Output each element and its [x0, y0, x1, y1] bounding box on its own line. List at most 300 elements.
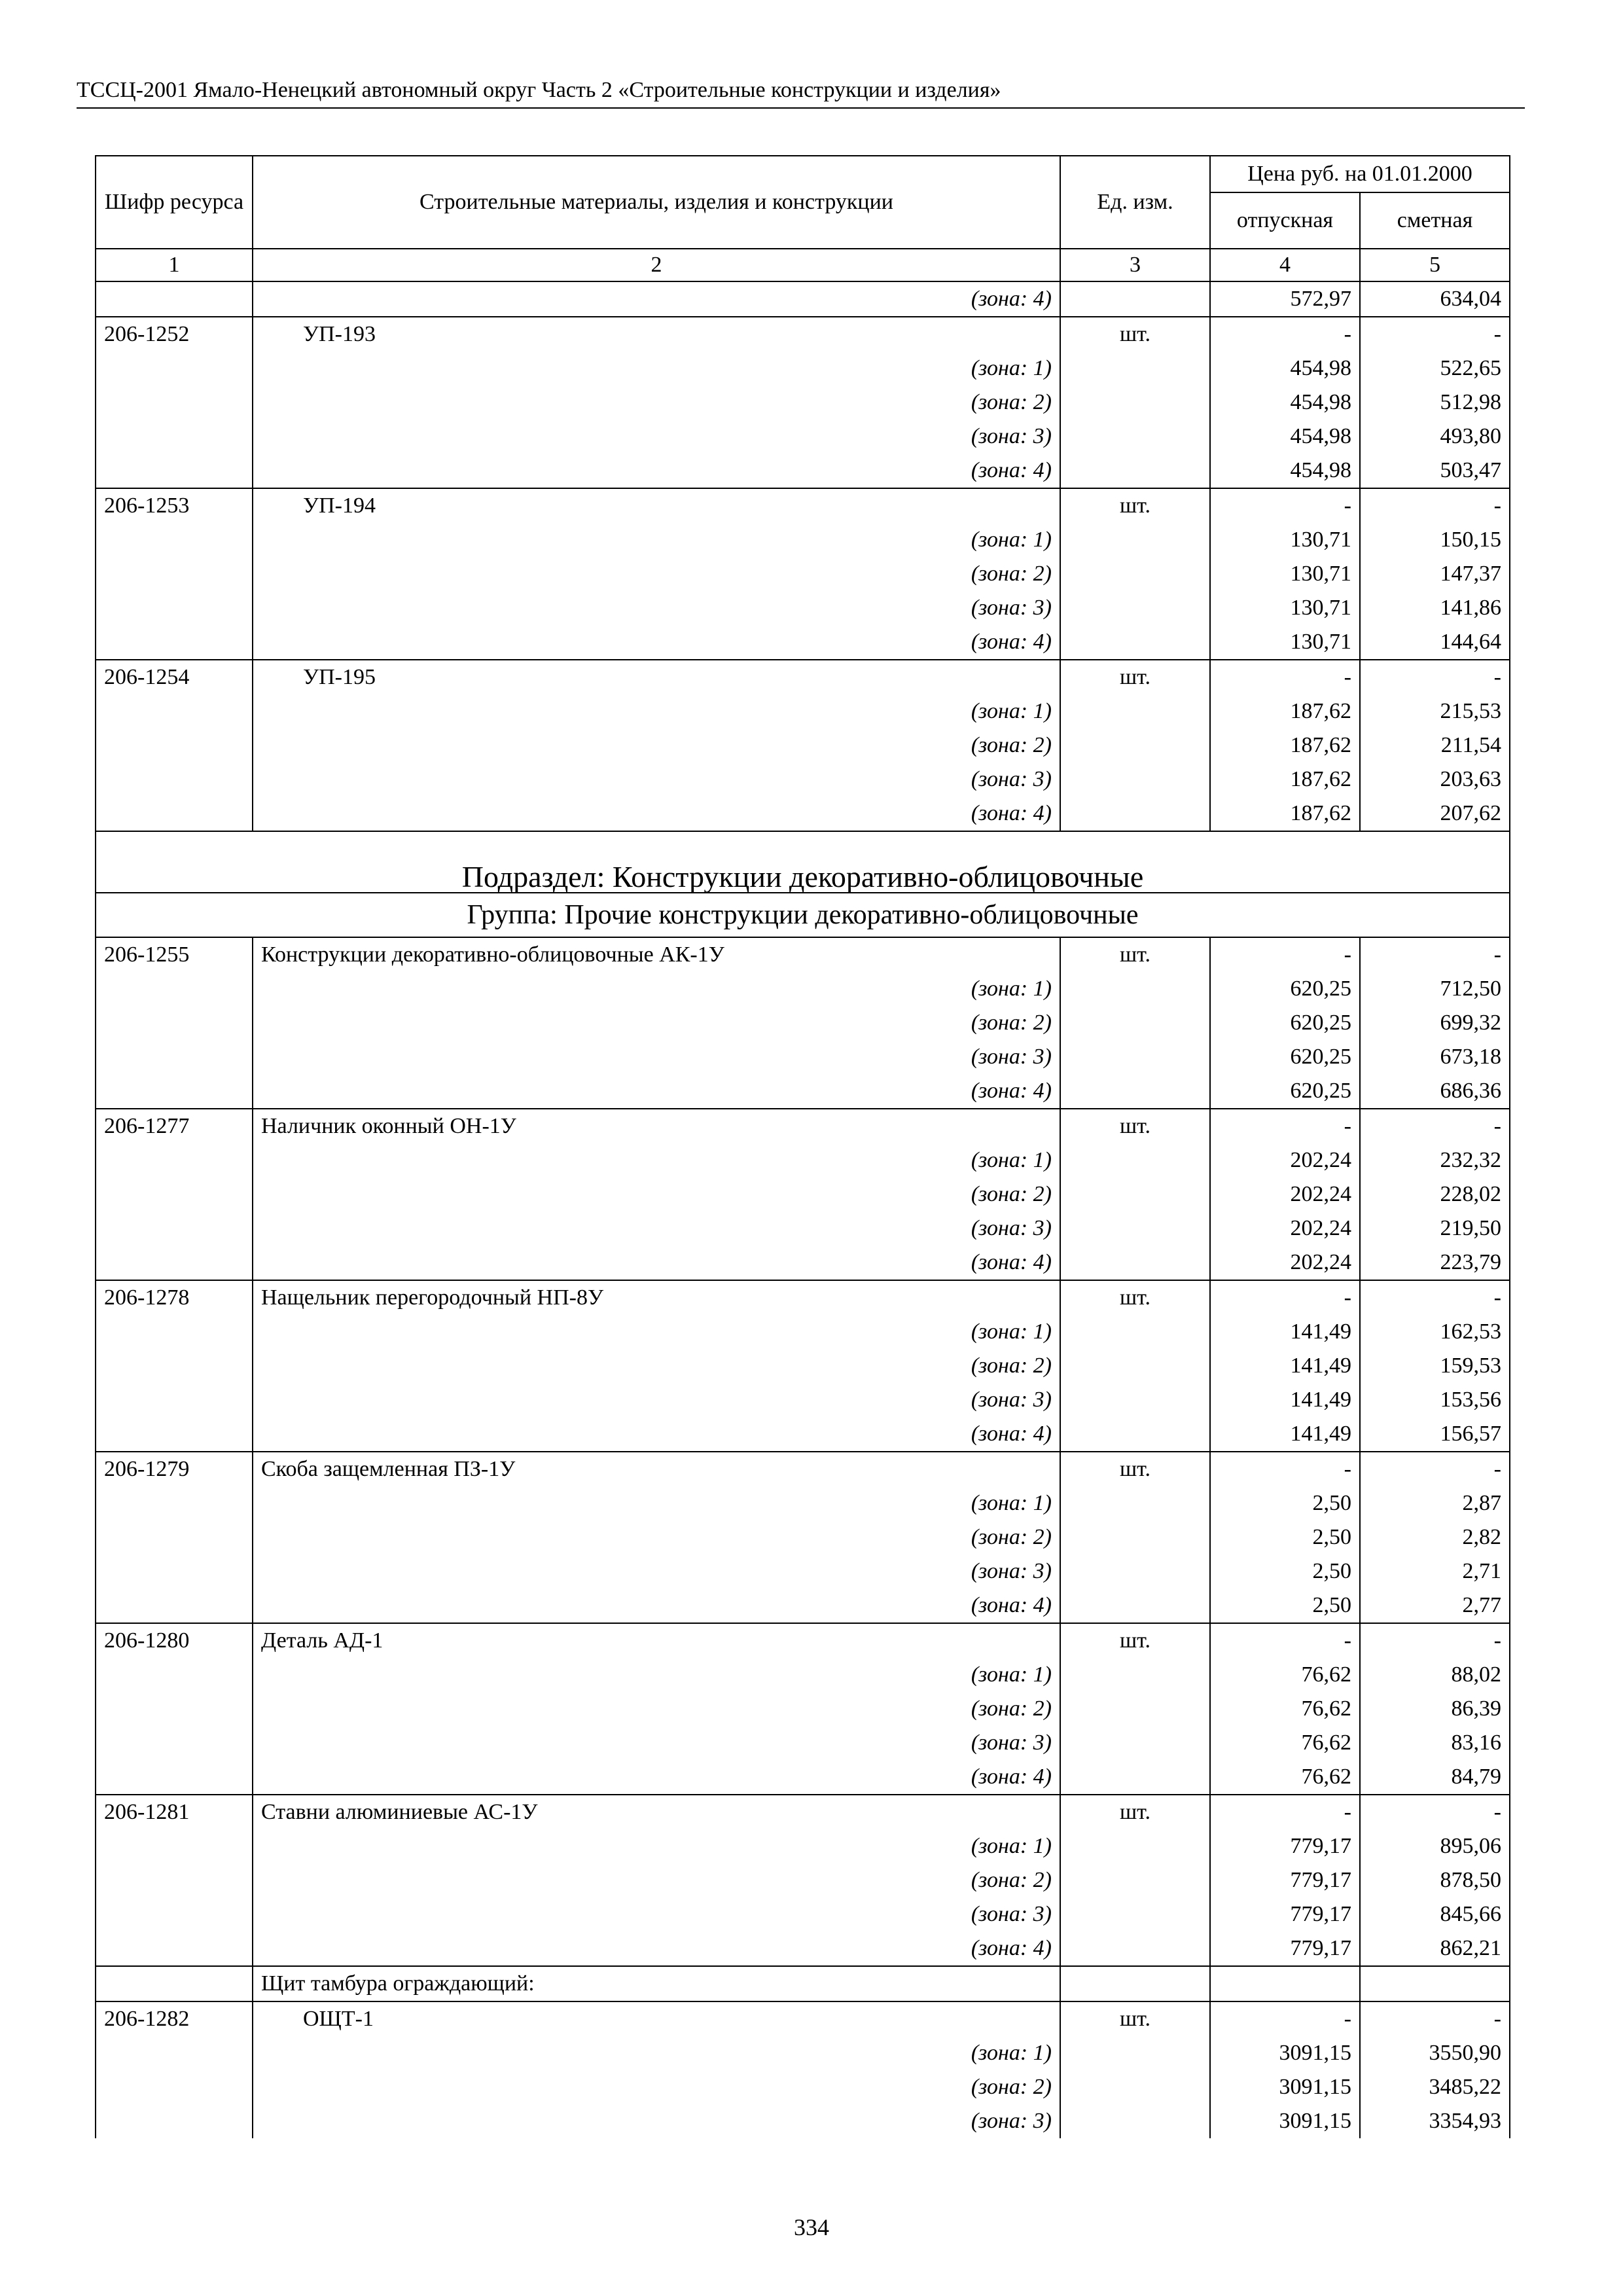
resource-code: [96, 1520, 253, 1554]
unit-cell: [1060, 1520, 1210, 1554]
zone-label: (зона: 3): [253, 1897, 1060, 1931]
unit-cell: шт.: [1060, 1795, 1210, 1829]
release-price: 202,24: [1210, 1143, 1360, 1177]
price-table: [95, 155, 1510, 2138]
release-price: 454,98: [1210, 351, 1360, 386]
zone-row: [96, 523, 1510, 557]
resource-code: [96, 2104, 253, 2138]
resource-code: [96, 2036, 253, 2070]
release-price: 76,62: [1210, 1658, 1360, 1692]
release-price: 187,62: [1210, 694, 1360, 728]
estimate-price: 219,50: [1360, 1211, 1510, 1246]
estimate-price: 895,06: [1360, 1829, 1510, 1863]
unit-cell: [1060, 797, 1210, 831]
unit-cell: [1060, 351, 1210, 386]
zone-label: (зона: 3): [253, 1383, 1060, 1417]
unit-cell: шт.: [1060, 1109, 1210, 1143]
resource-code: [96, 1040, 253, 1074]
estimate-price: 3485,22: [1360, 2070, 1510, 2104]
release-price: 454,98: [1210, 386, 1360, 420]
zone-row: [96, 1829, 1510, 1863]
release-price: 620,25: [1210, 1040, 1360, 1074]
col-number: 4: [1210, 249, 1360, 281]
zone-row: [96, 1760, 1510, 1795]
release-price: 2,50: [1210, 1520, 1360, 1554]
release-price: 779,17: [1210, 1829, 1360, 1863]
resource-code: 206-1277: [96, 1109, 253, 1143]
zone-row: [96, 1588, 1510, 1623]
resource-code: [96, 797, 253, 831]
unit-cell: [1060, 2104, 1210, 2138]
unit-cell: [1060, 1177, 1210, 1211]
release-price: 3091,15: [1210, 2036, 1360, 2070]
release-price: 779,17: [1210, 1863, 1360, 1897]
unit-cell: [1060, 1760, 1210, 1795]
zone-row: [96, 386, 1510, 420]
estimate-price: 845,66: [1360, 1897, 1510, 1931]
release-price: -: [1210, 488, 1360, 523]
release-price: 3091,15: [1210, 2070, 1360, 2104]
release-price: 141,49: [1210, 1349, 1360, 1383]
unit-cell: [1060, 1486, 1210, 1520]
unit-cell: [1060, 1315, 1210, 1349]
release-price: 130,71: [1210, 625, 1360, 660]
zone-row: [96, 694, 1510, 728]
zone-label: (зона: 4): [253, 797, 1060, 831]
resource-code: [96, 2070, 253, 2104]
estimate-price: 2,77: [1360, 1588, 1510, 1623]
release-price: -: [1210, 1280, 1360, 1315]
release-price: 620,25: [1210, 1006, 1360, 1040]
zone-label: (зона: 4): [253, 625, 1060, 660]
estimate-price: -: [1360, 2001, 1510, 2036]
zone-row: [96, 797, 1510, 831]
resource-code: 206-1282: [96, 2001, 253, 2036]
estimate-price: 232,32: [1360, 1143, 1510, 1177]
estimate-price: -: [1360, 937, 1510, 972]
estimate-price: 84,79: [1360, 1760, 1510, 1795]
zone-row: [96, 2070, 1510, 2104]
unit-cell: [1060, 728, 1210, 762]
column-number-row: [96, 249, 1510, 281]
zone-row: [96, 1726, 1510, 1760]
resource-code: 206-1278: [96, 1280, 253, 1315]
resource-code: 206-1280: [96, 1623, 253, 1658]
zone-row: [96, 1006, 1510, 1040]
zone-label: (зона: 4): [253, 281, 1060, 317]
estimate-price: 503,47: [1360, 454, 1510, 488]
release-price: 76,62: [1210, 1726, 1360, 1760]
zone-label: (зона: 4): [253, 1246, 1060, 1280]
estimate-price: 878,50: [1360, 1863, 1510, 1897]
item-name: Конструкции декоративно-облицовочные АК-1У: [253, 937, 1060, 972]
resource-code: [96, 386, 253, 420]
table-row: [96, 1280, 1510, 1315]
unit-cell: [1060, 2036, 1210, 2070]
unit-cell: [1060, 1726, 1210, 1760]
release-price: 779,17: [1210, 1931, 1360, 1966]
estimate-price: 228,02: [1360, 1177, 1510, 1211]
unit-cell: [1060, 1966, 1210, 2001]
estimate-price: 156,57: [1360, 1417, 1510, 1452]
estimate-price: 207,62: [1360, 797, 1510, 831]
unit-cell: шт.: [1060, 488, 1210, 523]
estimate-price: 162,53: [1360, 1315, 1510, 1349]
estimate-price: 83,16: [1360, 1726, 1510, 1760]
table-row: [96, 2001, 1510, 2036]
zone-row: [96, 454, 1510, 488]
unit-cell: [1060, 1211, 1210, 1246]
estimate-price: -: [1360, 1623, 1510, 1658]
zone-row: [96, 1383, 1510, 1417]
unit-cell: [1060, 420, 1210, 454]
resource-code: [96, 972, 253, 1006]
unit-cell: [1060, 1829, 1210, 1863]
zone-row: [96, 591, 1510, 625]
zone-label: (зона: 4): [253, 1074, 1060, 1109]
zone-row: [96, 1246, 1510, 1280]
unit-cell: шт.: [1060, 660, 1210, 694]
estimate-price: 144,64: [1360, 625, 1510, 660]
unit-cell: [1060, 1383, 1210, 1417]
estimate-price: 159,53: [1360, 1349, 1510, 1383]
resource-code: [96, 1074, 253, 1109]
estimate-price: 223,79: [1360, 1246, 1510, 1280]
resource-code: [96, 762, 253, 797]
resource-code: [96, 1588, 253, 1623]
page-number: 334: [794, 2214, 829, 2240]
zone-label: (зона: 2): [253, 1349, 1060, 1383]
unit-cell: [1060, 1897, 1210, 1931]
zone-row: [96, 1863, 1510, 1897]
estimate-price: 712,50: [1360, 972, 1510, 1006]
zone-label: (зона: 1): [253, 1829, 1060, 1863]
zone-row: [96, 2104, 1510, 2138]
zone-row: [96, 1040, 1510, 1074]
col-header-release: отпускная: [1210, 192, 1360, 249]
unit-cell: шт.: [1060, 1280, 1210, 1315]
estimate-price: 3550,90: [1360, 2036, 1510, 2070]
release-price: -: [1210, 937, 1360, 972]
resource-code: [96, 1383, 253, 1417]
unit-cell: [1060, 1554, 1210, 1588]
estimate-price: 634,04: [1360, 281, 1510, 317]
unit-cell: шт.: [1060, 937, 1210, 972]
unit-cell: [1060, 694, 1210, 728]
resource-code: 206-1252: [96, 317, 253, 351]
item-name: Ставни алюминиевые АС-1У: [253, 1795, 1060, 1829]
zone-row: [96, 1554, 1510, 1588]
item-name: Нащельник перегородочный НП-8У: [253, 1280, 1060, 1315]
col-header-name: Строительные материалы, изделия и конструкции: [253, 156, 1060, 249]
col-number: 1: [96, 249, 253, 281]
resource-code: [96, 728, 253, 762]
release-price: 572,97: [1210, 281, 1360, 317]
resource-code: [96, 1143, 253, 1177]
zone-label: (зона: 3): [253, 591, 1060, 625]
release-price: 779,17: [1210, 1897, 1360, 1931]
release-price: -: [1210, 660, 1360, 694]
zone-label: (зона: 4): [253, 1931, 1060, 1966]
col-header-price-group: Цена руб. на 01.01.2000: [1210, 156, 1510, 192]
resource-code: [96, 523, 253, 557]
zone-label: (зона: 2): [253, 1006, 1060, 1040]
release-price: 76,62: [1210, 1692, 1360, 1726]
estimate-price: 3354,93: [1360, 2104, 1510, 2138]
estimate-price: -: [1360, 1109, 1510, 1143]
zone-row: [96, 1074, 1510, 1109]
resource-code: [96, 1863, 253, 1897]
unit-cell: [1060, 591, 1210, 625]
resource-code: [96, 1006, 253, 1040]
zone-label: (зона: 1): [253, 694, 1060, 728]
release-price: 141,49: [1210, 1315, 1360, 1349]
zone-label: (зона: 1): [253, 351, 1060, 386]
release-price: 130,71: [1210, 557, 1360, 591]
item-name: УП-194: [253, 488, 1060, 523]
item-name: Скоба защемленная ПЗ-1У: [253, 1452, 1060, 1486]
section-heading-row: [96, 831, 1510, 893]
release-price: 141,49: [1210, 1383, 1360, 1417]
release-price: [1210, 1966, 1360, 2001]
table-row: [96, 1966, 1510, 2001]
estimate-price: 153,56: [1360, 1383, 1510, 1417]
item-name: ОЩТ-1: [253, 2001, 1060, 2036]
release-price: 141,49: [1210, 1417, 1360, 1452]
resource-code: [96, 1211, 253, 1246]
resource-code: [96, 281, 253, 317]
unit-cell: шт.: [1060, 2001, 1210, 2036]
zone-row: [96, 1177, 1510, 1211]
zone-row: [96, 1658, 1510, 1692]
zone-row: [96, 281, 1510, 317]
group-heading-row: [96, 893, 1510, 937]
release-price: 454,98: [1210, 454, 1360, 488]
estimate-price: 88,02: [1360, 1658, 1510, 1692]
zone-row: [96, 972, 1510, 1006]
resource-code: 206-1255: [96, 937, 253, 972]
unit-cell: [1060, 281, 1210, 317]
release-price: 620,25: [1210, 972, 1360, 1006]
zone-row: [96, 420, 1510, 454]
resource-code: [96, 1931, 253, 1966]
unit-cell: [1060, 1040, 1210, 1074]
zone-row: [96, 2036, 1510, 2070]
unit-cell: [1060, 454, 1210, 488]
unit-cell: [1060, 1692, 1210, 1726]
estimate-price: 493,80: [1360, 420, 1510, 454]
group-heading: Группа: Прочие конструкции декоративно-облицовочные: [96, 893, 1510, 937]
estimate-price: -: [1360, 1795, 1510, 1829]
resource-code: [96, 1554, 253, 1588]
unit-cell: [1060, 1658, 1210, 1692]
resource-code: [96, 1486, 253, 1520]
zone-row: [96, 1931, 1510, 1966]
resource-code: [96, 1658, 253, 1692]
unit-cell: [1060, 1074, 1210, 1109]
zone-label: (зона: 1): [253, 523, 1060, 557]
estimate-price: 86,39: [1360, 1692, 1510, 1726]
unit-cell: шт.: [1060, 1623, 1210, 1658]
resource-code: [96, 351, 253, 386]
item-name: Деталь АД-1: [253, 1623, 1060, 1658]
resource-code: [96, 1692, 253, 1726]
table-row: [96, 937, 1510, 972]
zone-label: (зона: 1): [253, 1143, 1060, 1177]
zone-label: (зона: 3): [253, 2104, 1060, 2138]
zone-row: [96, 762, 1510, 797]
unit-cell: [1060, 1417, 1210, 1452]
release-price: 202,24: [1210, 1177, 1360, 1211]
col-header-code: Шифр ресурса: [96, 156, 253, 249]
item-name: Наличник оконный ОН-1У: [253, 1109, 1060, 1143]
resource-code: [96, 1726, 253, 1760]
resource-code: [96, 1897, 253, 1931]
zone-label: (зона: 3): [253, 1554, 1060, 1588]
release-price: 2,50: [1210, 1588, 1360, 1623]
table-row: [96, 317, 1510, 351]
table-row: [96, 1109, 1510, 1143]
unit-cell: [1060, 523, 1210, 557]
col-number: 5: [1360, 249, 1510, 281]
resource-code: [96, 1349, 253, 1383]
unit-cell: [1060, 1349, 1210, 1383]
release-price: 3091,15: [1210, 2104, 1360, 2138]
zone-label: (зона: 4): [253, 454, 1060, 488]
zone-label: (зона: 3): [253, 1040, 1060, 1074]
estimate-price: -: [1360, 317, 1510, 351]
estimate-price: 147,37: [1360, 557, 1510, 591]
item-name: УП-195: [253, 660, 1060, 694]
release-price: 130,71: [1210, 523, 1360, 557]
zone-label: (зона: 2): [253, 728, 1060, 762]
estimate-price: 211,54: [1360, 728, 1510, 762]
resource-code: [96, 1246, 253, 1280]
unit-cell: [1060, 1931, 1210, 1966]
release-price: -: [1210, 1109, 1360, 1143]
unit-cell: [1060, 1006, 1210, 1040]
unit-cell: шт.: [1060, 1452, 1210, 1486]
zone-label: (зона: 2): [253, 2070, 1060, 2104]
table-header-row: [96, 156, 1510, 192]
resource-code: [96, 1966, 253, 2001]
resource-code: [96, 591, 253, 625]
release-price: 202,24: [1210, 1246, 1360, 1280]
zone-row: [96, 1897, 1510, 1931]
section-heading: Подраздел: Конструкции декоративно-облицовочные: [96, 831, 1510, 893]
zone-row: [96, 1143, 1510, 1177]
release-price: -: [1210, 1795, 1360, 1829]
table-row: [96, 488, 1510, 523]
release-price: 187,62: [1210, 797, 1360, 831]
estimate-price: -: [1360, 660, 1510, 694]
estimate-price: 2,71: [1360, 1554, 1510, 1588]
resource-code: [96, 420, 253, 454]
col-number: 3: [1060, 249, 1210, 281]
resource-code: [96, 454, 253, 488]
release-price: 2,50: [1210, 1486, 1360, 1520]
estimate-price: 2,87: [1360, 1486, 1510, 1520]
zone-label: (зона: 4): [253, 1760, 1060, 1795]
zone-label: (зона: 3): [253, 1211, 1060, 1246]
zone-row: [96, 1211, 1510, 1246]
estimate-price: -: [1360, 1280, 1510, 1315]
release-price: 454,98: [1210, 420, 1360, 454]
release-price: 2,50: [1210, 1554, 1360, 1588]
resource-code: 206-1254: [96, 660, 253, 694]
resource-code: [96, 1829, 253, 1863]
resource-code: [96, 1315, 253, 1349]
estimate-price: 215,53: [1360, 694, 1510, 728]
zone-label: (зона: 2): [253, 1692, 1060, 1726]
zone-label: (зона: 1): [253, 1658, 1060, 1692]
zone-row: [96, 1486, 1510, 1520]
estimate-price: 150,15: [1360, 523, 1510, 557]
unit-cell: [1060, 1143, 1210, 1177]
zone-label: (зона: 4): [253, 1417, 1060, 1452]
estimate-price: 2,82: [1360, 1520, 1510, 1554]
col-header-estimate: сметная: [1360, 192, 1510, 249]
table-row: [96, 660, 1510, 694]
zone-label: (зона: 1): [253, 1315, 1060, 1349]
zone-label: (зона: 3): [253, 420, 1060, 454]
zone-label: (зона: 3): [253, 762, 1060, 797]
unit-cell: [1060, 386, 1210, 420]
zone-row: [96, 1349, 1510, 1383]
col-header-unit: Ед. изм.: [1060, 156, 1210, 249]
release-price: 76,62: [1210, 1760, 1360, 1795]
release-price: -: [1210, 1452, 1360, 1486]
estimate-price: 522,65: [1360, 351, 1510, 386]
release-price: -: [1210, 2001, 1360, 2036]
release-price: 130,71: [1210, 591, 1360, 625]
zone-row: [96, 557, 1510, 591]
zone-row: [96, 625, 1510, 660]
zone-label: (зона: 1): [253, 2036, 1060, 2070]
item-name: Щит тамбура ограждающий:: [253, 1966, 1060, 2001]
table-row: [96, 1452, 1510, 1486]
resource-code: [96, 1417, 253, 1452]
zone-label: (зона: 3): [253, 1726, 1060, 1760]
release-price: 187,62: [1210, 762, 1360, 797]
table-body: [96, 281, 1510, 2138]
release-price: 620,25: [1210, 1074, 1360, 1109]
unit-cell: [1060, 1863, 1210, 1897]
unit-cell: [1060, 2070, 1210, 2104]
resource-code: 206-1281: [96, 1795, 253, 1829]
zone-label: (зона: 2): [253, 1520, 1060, 1554]
zone-label: (зона: 2): [253, 386, 1060, 420]
table-row: [96, 1623, 1510, 1658]
estimate-price: 673,18: [1360, 1040, 1510, 1074]
zone-row: [96, 1417, 1510, 1452]
unit-cell: [1060, 1588, 1210, 1623]
unit-cell: [1060, 557, 1210, 591]
release-price: 187,62: [1210, 728, 1360, 762]
zone-label: (зона: 1): [253, 1486, 1060, 1520]
resource-code: 206-1253: [96, 488, 253, 523]
release-price: -: [1210, 1623, 1360, 1658]
estimate-price: 141,86: [1360, 591, 1510, 625]
release-price: -: [1210, 317, 1360, 351]
resource-code: 206-1279: [96, 1452, 253, 1486]
estimate-price: [1360, 1966, 1510, 2001]
zone-row: [96, 1315, 1510, 1349]
estimate-price: 203,63: [1360, 762, 1510, 797]
resource-code: [96, 1177, 253, 1211]
estimate-price: 862,21: [1360, 1931, 1510, 1966]
zone-label: (зона: 2): [253, 1177, 1060, 1211]
